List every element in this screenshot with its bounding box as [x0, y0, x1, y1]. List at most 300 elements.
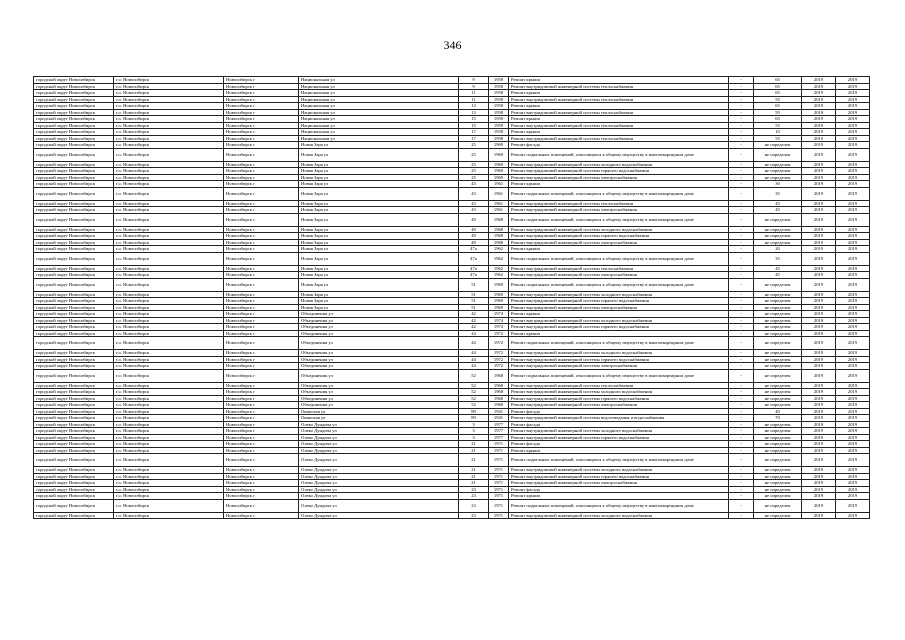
start-year-cell: 2019: [802, 441, 836, 448]
start-year-cell: 2019: [802, 83, 836, 90]
wear-percent-cell: не определен: [754, 337, 802, 350]
wear-percent-cell: 70: [754, 415, 802, 422]
end-year-cell: 2019: [836, 187, 870, 200]
end-year-cell: 2019: [836, 441, 870, 448]
table-row: [34, 148, 870, 161]
start-year-cell: 2019: [802, 311, 836, 318]
house-number-cell: 44: [459, 363, 489, 370]
wear-percent-cell: не определен: [754, 434, 802, 441]
end-year-cell: 2019: [836, 239, 870, 246]
end-year-cell: 2019: [836, 246, 870, 253]
house-number-cell: 52: [459, 389, 489, 396]
municipality-cell: городской округ Новосибирск: [34, 142, 114, 149]
city-cell: Новосибирск г: [224, 363, 299, 370]
city-cell: Новосибирск г: [224, 207, 299, 214]
district-cell: г.о. Новосибирск: [114, 421, 224, 428]
municipality-cell: городской округ Новосибирск: [34, 356, 114, 363]
street-cell: Новая Заря ул: [299, 265, 459, 272]
street-cell: Новая Заря ул: [299, 233, 459, 240]
year-built-cell: 1971: [489, 454, 509, 467]
municipality-cell: городской округ Новосибирск: [34, 395, 114, 402]
city-cell: Новосибирск г: [224, 181, 299, 188]
dash-cell: -: [729, 480, 754, 487]
end-year-cell: 2019: [836, 389, 870, 396]
start-year-cell: 2019: [802, 213, 836, 226]
end-year-cell: 2019: [836, 213, 870, 226]
start-year-cell: 2019: [802, 291, 836, 298]
house-number-cell: 42: [459, 317, 489, 324]
district-cell: г.о. Новосибирск: [114, 116, 224, 123]
year-built-cell: 1958: [489, 96, 509, 103]
municipality-cell: городской округ Новосибирск: [34, 77, 114, 84]
end-year-cell: 2019: [836, 252, 870, 265]
street-cell: Новая Заря ул: [299, 304, 459, 311]
municipality-cell: городской округ Новосибирск: [34, 168, 114, 175]
district-cell: г.о. Новосибирск: [114, 181, 224, 188]
start-year-cell: 2019: [802, 168, 836, 175]
city-cell: Новосибирск г: [224, 278, 299, 291]
start-year-cell: 2019: [802, 434, 836, 441]
dash-cell: -: [729, 278, 754, 291]
work-type-cell: Ремонт внутридомовой инженерной системы холодного водоснабжения: [509, 467, 729, 474]
start-year-cell: 2019: [802, 103, 836, 110]
work-type-cell: Ремонт внутридомовой инженерной системы горячего водоснабжения: [509, 298, 729, 305]
dash-cell: -: [729, 454, 754, 467]
wear-percent-cell: 65: [754, 90, 802, 97]
district-cell: г.о. Новосибирск: [114, 512, 224, 519]
house-number-cell: 23: [459, 512, 489, 519]
street-cell: Новая Заря ул: [299, 142, 459, 149]
city-cell: Новосибирск г: [224, 415, 299, 422]
wear-percent-cell: не определен: [754, 142, 802, 149]
work-type-cell: Ремонт внутридомовой инженерной системы электроснабжения: [509, 480, 729, 487]
dash-cell: -: [729, 428, 754, 435]
year-built-cell: 1961: [489, 207, 509, 214]
wear-percent-cell: не определен: [754, 226, 802, 233]
house-number-cell: 23: [459, 493, 489, 500]
house-number-cell: 3: [459, 434, 489, 441]
city-cell: Новосибирск г: [224, 421, 299, 428]
dash-cell: -: [729, 499, 754, 512]
dash-cell: -: [729, 486, 754, 493]
city-cell: Новосибирск г: [224, 116, 299, 123]
city-cell: Новосибирск г: [224, 389, 299, 396]
end-year-cell: 2019: [836, 428, 870, 435]
end-year-cell: 2019: [836, 298, 870, 305]
dash-cell: -: [729, 213, 754, 226]
wear-percent-cell: 55: [754, 135, 802, 142]
wear-percent-cell: не определен: [754, 350, 802, 357]
wear-percent-cell: не определен: [754, 311, 802, 318]
district-cell: г.о. Новосибирск: [114, 356, 224, 363]
district-cell: г.о. Новосибирск: [114, 350, 224, 357]
district-cell: г.о. Новосибирск: [114, 77, 224, 84]
dash-cell: -: [729, 181, 754, 188]
street-cell: Олеко Дундича ул: [299, 499, 459, 512]
wear-percent-cell: не определен: [754, 389, 802, 396]
house-number-cell: 47а: [459, 265, 489, 272]
start-year-cell: 2019: [802, 337, 836, 350]
city-cell: Новосибирск г: [224, 226, 299, 233]
work-type-cell: Ремонт подвальных помещений, относящихся к общему имуществу в многоквартирном доме: [509, 454, 729, 467]
year-built-cell: 1958: [489, 83, 509, 90]
start-year-cell: 2019: [802, 90, 836, 97]
district-cell: г.о. Новосибирск: [114, 109, 224, 116]
work-type-cell: Ремонт внутридомовой инженерной системы электроснабжения: [509, 304, 729, 311]
work-type-cell: Ремонт внутридомовой инженерной системы холодного водоснабжения: [509, 291, 729, 298]
dash-cell: -: [729, 512, 754, 519]
work-type-cell: Ремонт крыши: [509, 103, 729, 110]
table-row: [34, 454, 870, 467]
street-cell: Олеко Дундича ул: [299, 480, 459, 487]
house-number-cell: 44: [459, 350, 489, 357]
dash-cell: -: [729, 298, 754, 305]
city-cell: Новосибирск г: [224, 350, 299, 357]
wear-percent-cell: не определен: [754, 330, 802, 337]
district-cell: г.о. Новосибирск: [114, 291, 224, 298]
dash-cell: -: [729, 239, 754, 246]
district-cell: г.о. Новосибирск: [114, 493, 224, 500]
work-type-cell: Ремонт внутридомовой инженерной системы теплоснабжения: [509, 96, 729, 103]
dash-cell: -: [729, 226, 754, 233]
street-cell: Олеко Дундича ул: [299, 486, 459, 493]
district-cell: г.о. Новосибирск: [114, 239, 224, 246]
end-year-cell: 2019: [836, 129, 870, 136]
street-cell: Олеко Дундича ул: [299, 447, 459, 454]
year-built-cell: 1961: [489, 181, 509, 188]
street-cell: Объединения ул: [299, 324, 459, 331]
house-number-cell: 25: [459, 168, 489, 175]
work-type-cell: Ремонт внутридомовой инженерной системы холодного водоснабжения: [509, 389, 729, 396]
dash-cell: -: [729, 142, 754, 149]
municipality-cell: городской округ Новосибирск: [34, 382, 114, 389]
start-year-cell: 2019: [802, 252, 836, 265]
wear-percent-cell: 45: [754, 272, 802, 279]
city-cell: Новосибирск г: [224, 187, 299, 200]
city-cell: Новосибирск г: [224, 200, 299, 207]
city-cell: Новосибирск г: [224, 493, 299, 500]
municipality-cell: городской округ Новосибирск: [34, 499, 114, 512]
start-year-cell: 2019: [802, 265, 836, 272]
city-cell: Новосибирск г: [224, 252, 299, 265]
work-type-cell: Ремонт крыши: [509, 493, 729, 500]
start-year-cell: 2019: [802, 467, 836, 474]
house-number-cell: 15: [459, 122, 489, 129]
municipality-cell: городской округ Новосибирск: [34, 298, 114, 305]
start-year-cell: 2019: [802, 109, 836, 116]
district-cell: г.о. Новосибирск: [114, 311, 224, 318]
year-built-cell: 1974: [489, 311, 509, 318]
house-number-cell: 52: [459, 369, 489, 382]
dash-cell: -: [729, 129, 754, 136]
end-year-cell: 2019: [836, 486, 870, 493]
city-cell: Новосибирск г: [224, 213, 299, 226]
end-year-cell: 2019: [836, 447, 870, 454]
street-cell: Новая Заря ул: [299, 161, 459, 168]
year-built-cell: 1968: [489, 233, 509, 240]
municipality-cell: городской округ Новосибирск: [34, 109, 114, 116]
municipality-cell: городской округ Новосибирск: [34, 148, 114, 161]
start-year-cell: 2019: [802, 382, 836, 389]
municipality-cell: городской округ Новосибирск: [34, 233, 114, 240]
end-year-cell: 2019: [836, 96, 870, 103]
city-cell: Новосибирск г: [224, 291, 299, 298]
city-cell: Новосибирск г: [224, 317, 299, 324]
start-year-cell: 2019: [802, 499, 836, 512]
wear-percent-cell: не определен: [754, 512, 802, 519]
district-cell: г.о. Новосибирск: [114, 454, 224, 467]
repair-schedule-table-container: [33, 76, 869, 519]
start-year-cell: 2019: [802, 226, 836, 233]
street-cell: Новая Заря ул: [299, 213, 459, 226]
municipality-cell: городской округ Новосибирск: [34, 213, 114, 226]
start-year-cell: 2019: [802, 363, 836, 370]
city-cell: Новосибирск г: [224, 330, 299, 337]
end-year-cell: 2019: [836, 473, 870, 480]
district-cell: г.о. Новосибирск: [114, 473, 224, 480]
start-year-cell: 2019: [802, 415, 836, 422]
house-number-cell: 51: [459, 304, 489, 311]
district-cell: г.о. Новосибирск: [114, 174, 224, 181]
house-number-cell: 43: [459, 187, 489, 200]
work-type-cell: Ремонт внутридомовой инженерной системы холодного водоснабжения: [509, 226, 729, 233]
dash-cell: -: [729, 415, 754, 422]
municipality-cell: городской округ Новосибирск: [34, 200, 114, 207]
year-built-cell: 1971: [489, 499, 509, 512]
year-built-cell: 1969: [489, 168, 509, 175]
house-number-cell: 52: [459, 382, 489, 389]
year-built-cell: 1977: [489, 428, 509, 435]
house-number-cell: 25: [459, 161, 489, 168]
house-number-cell: 51: [459, 291, 489, 298]
year-built-cell: 1971: [489, 486, 509, 493]
year-built-cell: 1959: [489, 122, 509, 129]
work-type-cell: Ремонт подвальных помещений, относящихся к общему имуществу в многоквартирном доме: [509, 148, 729, 161]
year-built-cell: 1962: [489, 265, 509, 272]
wear-percent-cell: не определен: [754, 291, 802, 298]
street-cell: Новая Заря ул: [299, 272, 459, 279]
wear-percent-cell: не определен: [754, 499, 802, 512]
district-cell: г.о. Новосибирск: [114, 408, 224, 415]
municipality-cell: городской округ Новосибирск: [34, 187, 114, 200]
year-built-cell: 1968: [489, 389, 509, 396]
year-built-cell: 1974: [489, 324, 509, 331]
city-cell: Новосибирск г: [224, 499, 299, 512]
table-row: [34, 499, 870, 512]
street-cell: Олеко Дундича ул: [299, 512, 459, 519]
house-number-cell: 21: [459, 441, 489, 448]
district-cell: г.о. Новосибирск: [114, 395, 224, 402]
year-built-cell: 1969: [489, 148, 509, 161]
wear-percent-cell: не определен: [754, 447, 802, 454]
table-body: [34, 77, 870, 519]
year-built-cell: 1971: [489, 493, 509, 500]
end-year-cell: 2019: [836, 168, 870, 175]
end-year-cell: 2019: [836, 77, 870, 84]
start-year-cell: 2019: [802, 350, 836, 357]
municipality-cell: городской округ Новосибирск: [34, 90, 114, 97]
end-year-cell: 2019: [836, 337, 870, 350]
year-built-cell: 1974: [489, 317, 509, 324]
end-year-cell: 2019: [836, 278, 870, 291]
wear-percent-cell: не определен: [754, 363, 802, 370]
house-number-cell: 43: [459, 200, 489, 207]
municipality-cell: городской округ Новосибирск: [34, 96, 114, 103]
wear-percent-cell: не определен: [754, 317, 802, 324]
work-type-cell: Ремонт крыши: [509, 129, 729, 136]
wear-percent-cell: 55: [754, 109, 802, 116]
house-number-cell: 13: [459, 109, 489, 116]
work-type-cell: Ремонт крыши: [509, 330, 729, 337]
wear-percent-cell: не определен: [754, 324, 802, 331]
district-cell: г.о. Новосибирск: [114, 161, 224, 168]
end-year-cell: 2019: [836, 467, 870, 474]
year-built-cell: 1968: [489, 382, 509, 389]
street-cell: Олеко Дундича ул: [299, 473, 459, 480]
start-year-cell: 2019: [802, 246, 836, 253]
work-type-cell: Ремонт подвальных помещений, относящихся к общему имуществу в многоквартирном доме: [509, 252, 729, 265]
house-number-cell: 3: [459, 421, 489, 428]
start-year-cell: 2019: [802, 330, 836, 337]
wear-percent-cell: не определен: [754, 467, 802, 474]
year-built-cell: 1969: [489, 304, 509, 311]
district-cell: г.о. Новосибирск: [114, 213, 224, 226]
year-built-cell: 1962: [489, 246, 509, 253]
work-type-cell: Ремонт подвальных помещений, относящихся к общему имуществу в многоквартирном доме: [509, 337, 729, 350]
house-number-cell: 21: [459, 473, 489, 480]
end-year-cell: 2019: [836, 499, 870, 512]
dash-cell: -: [729, 252, 754, 265]
municipality-cell: городской округ Новосибирск: [34, 330, 114, 337]
work-type-cell: Ремонт внутридомовой инженерной системы холодного водоснабжения: [509, 512, 729, 519]
municipality-cell: городской округ Новосибирск: [34, 363, 114, 370]
district-cell: г.о. Новосибирск: [114, 486, 224, 493]
end-year-cell: 2019: [836, 83, 870, 90]
street-cell: Национальная ул: [299, 129, 459, 136]
end-year-cell: 2019: [836, 272, 870, 279]
house-number-cell: 3: [459, 428, 489, 435]
end-year-cell: 2019: [836, 116, 870, 123]
municipality-cell: городской округ Новосибирск: [34, 272, 114, 279]
wear-percent-cell: не определен: [754, 395, 802, 402]
city-cell: Новосибирск г: [224, 298, 299, 305]
house-number-cell: 23: [459, 486, 489, 493]
end-year-cell: 2019: [836, 311, 870, 318]
city-cell: Новосибирск г: [224, 246, 299, 253]
wear-percent-cell: не определен: [754, 148, 802, 161]
dash-cell: -: [729, 311, 754, 318]
wear-percent-cell: 35: [754, 187, 802, 200]
dash-cell: -: [729, 90, 754, 97]
work-type-cell: Ремонт внутридомовой инженерной системы теплоснабжения: [509, 265, 729, 272]
start-year-cell: 2019: [802, 77, 836, 84]
dash-cell: -: [729, 148, 754, 161]
end-year-cell: 2019: [836, 434, 870, 441]
year-built-cell: 1961: [489, 200, 509, 207]
year-built-cell: 1977: [489, 434, 509, 441]
wear-percent-cell: 65: [754, 103, 802, 110]
city-cell: Новосибирск г: [224, 239, 299, 246]
dash-cell: -: [729, 233, 754, 240]
district-cell: г.о. Новосибирск: [114, 142, 224, 149]
house-number-cell: 21: [459, 467, 489, 474]
street-cell: Объединения ул: [299, 330, 459, 337]
wear-percent-cell: не определен: [754, 174, 802, 181]
street-cell: Новая Заря ул: [299, 226, 459, 233]
dash-cell: -: [729, 493, 754, 500]
year-built-cell: 1958: [489, 77, 509, 84]
work-type-cell: Ремонт фасада: [509, 142, 729, 149]
year-built-cell: 1968: [489, 213, 509, 226]
year-built-cell: 1971: [489, 467, 509, 474]
district-cell: г.о. Новосибирск: [114, 369, 224, 382]
street-cell: Национальная ул: [299, 90, 459, 97]
street-cell: Новая Заря ул: [299, 200, 459, 207]
start-year-cell: 2019: [802, 129, 836, 136]
start-year-cell: 2019: [802, 116, 836, 123]
municipality-cell: городской округ Новосибирск: [34, 103, 114, 110]
end-year-cell: 2019: [836, 480, 870, 487]
district-cell: г.о. Новосибирск: [114, 382, 224, 389]
city-cell: Новосибирск г: [224, 77, 299, 84]
district-cell: г.о. Новосибирск: [114, 402, 224, 409]
start-year-cell: 2019: [802, 142, 836, 149]
work-type-cell: Ремонт фасада: [509, 486, 729, 493]
work-type-cell: Ремонт внутридомовой инженерной системы теплоснабжения: [509, 200, 729, 207]
work-type-cell: Ремонт внутридомовой инженерной системы горячего водоснабжения: [509, 233, 729, 240]
municipality-cell: городской округ Новосибирск: [34, 454, 114, 467]
dash-cell: -: [729, 395, 754, 402]
district-cell: г.о. Новосибирск: [114, 330, 224, 337]
wear-percent-cell: не определен: [754, 486, 802, 493]
wear-percent-cell: не определен: [754, 239, 802, 246]
district-cell: г.о. Новосибирск: [114, 226, 224, 233]
work-type-cell: Ремонт внутридомовой инженерной системы горячего водоснабжения: [509, 473, 729, 480]
street-cell: Новая Заря ул: [299, 278, 459, 291]
municipality-cell: городской округ Новосибирск: [34, 291, 114, 298]
city-cell: Новосибирск г: [224, 109, 299, 116]
municipality-cell: городской округ Новосибирск: [34, 304, 114, 311]
municipality-cell: городской округ Новосибирск: [34, 324, 114, 331]
year-built-cell: 1971: [489, 441, 509, 448]
street-cell: Объединения ул: [299, 369, 459, 382]
end-year-cell: 2019: [836, 493, 870, 500]
wear-percent-cell: 10: [754, 129, 802, 136]
city-cell: Новосибирск г: [224, 486, 299, 493]
wear-percent-cell: 55: [754, 96, 802, 103]
street-cell: Окинская ул: [299, 408, 459, 415]
street-cell: Новая Заря ул: [299, 187, 459, 200]
municipality-cell: городской округ Новосибирск: [34, 408, 114, 415]
start-year-cell: 2019: [802, 356, 836, 363]
wear-percent-cell: не определен: [754, 369, 802, 382]
municipality-cell: городской округ Новосибирск: [34, 181, 114, 188]
city-cell: Новосибирск г: [224, 467, 299, 474]
dash-cell: -: [729, 265, 754, 272]
district-cell: г.о. Новосибирск: [114, 187, 224, 200]
municipality-cell: городской округ Новосибирск: [34, 246, 114, 253]
district-cell: г.о. Новосибирск: [114, 337, 224, 350]
city-cell: Новосибирск г: [224, 441, 299, 448]
start-year-cell: 2019: [802, 135, 836, 142]
year-built-cell: 1968: [489, 239, 509, 246]
start-year-cell: 2019: [802, 512, 836, 519]
year-built-cell: 1968: [489, 402, 509, 409]
street-cell: Олеко Дундича ул: [299, 434, 459, 441]
street-cell: Объединения ул: [299, 350, 459, 357]
city-cell: Новосибирск г: [224, 122, 299, 129]
year-built-cell: 1962: [489, 252, 509, 265]
